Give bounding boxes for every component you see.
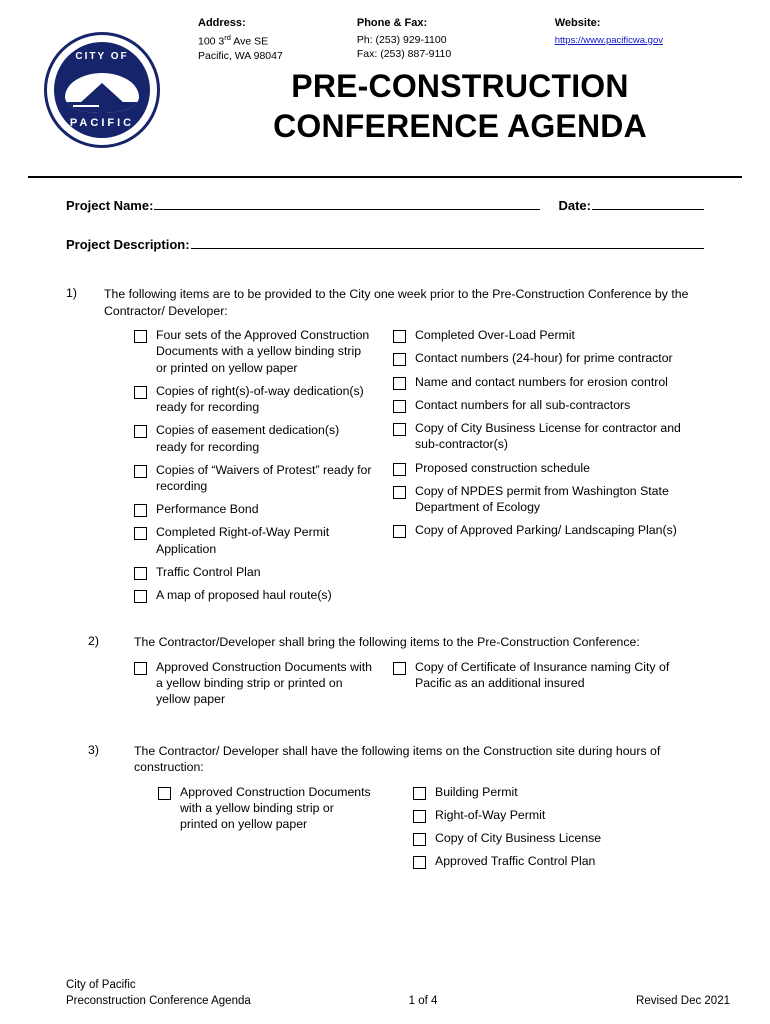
list-item[interactable] xyxy=(393,460,698,476)
list-item-label: Copies of right(s)-of-way dedication(s) ready for recording xyxy=(156,383,364,415)
list-item-label: Traffic Control Plan xyxy=(156,564,261,579)
date-label: Date: xyxy=(558,198,591,213)
date-input[interactable] xyxy=(592,196,704,210)
section-3-heading xyxy=(66,743,704,776)
list-item[interactable] xyxy=(134,422,373,454)
list-item[interactable] xyxy=(134,587,373,603)
phone-fax-block xyxy=(357,16,545,63)
list-item-label: Copy of Approved Parking/ Landscaping Plan(s) xyxy=(415,523,677,538)
list-item[interactable] xyxy=(413,784,698,800)
checkbox-icon[interactable] xyxy=(393,486,406,499)
checkbox-icon[interactable] xyxy=(134,590,147,603)
list-item[interactable] xyxy=(134,659,373,708)
checkbox-icon[interactable] xyxy=(134,567,147,580)
footer-page-number xyxy=(363,977,483,994)
footer-row-2 xyxy=(66,993,730,1010)
list-item-label: Right-of-Way Permit xyxy=(435,807,546,822)
address-line-2: Pacific, WA 98047 xyxy=(198,49,283,62)
list-item[interactable] xyxy=(393,522,698,538)
section-1-right-column xyxy=(385,327,704,610)
list-item[interactable] xyxy=(134,524,373,556)
section-2-heading xyxy=(66,634,704,651)
list-item[interactable] xyxy=(393,327,698,343)
project-description-input[interactable] xyxy=(191,235,704,249)
mountain-icon xyxy=(80,83,124,103)
section-3-left-column xyxy=(66,784,385,877)
checkbox-icon[interactable] xyxy=(134,465,147,478)
website-title: Website: xyxy=(554,17,601,29)
section-1 xyxy=(66,286,704,610)
list-item-label: A map of proposed haul route(s) xyxy=(156,588,332,603)
section-1-left-column xyxy=(66,327,385,610)
list-item[interactable] xyxy=(393,350,698,366)
list-item-label: Performance Bond xyxy=(156,502,259,517)
checkbox-icon[interactable] xyxy=(134,386,147,399)
checkbox-icon[interactable] xyxy=(393,377,406,390)
list-item[interactable] xyxy=(134,564,373,580)
checkbox-icon[interactable] xyxy=(393,353,406,366)
list-item-label: Completed Over-Load Permit xyxy=(415,328,575,343)
document-title-line-2: CONFERENCE AGENDA xyxy=(273,108,647,144)
website-block xyxy=(555,16,732,63)
list-item[interactable] xyxy=(393,659,698,691)
checkbox-icon[interactable] xyxy=(134,330,147,343)
seal-bottom-text: PACIFIC xyxy=(69,117,135,129)
list-item[interactable] xyxy=(134,462,373,494)
section-2-columns xyxy=(66,659,704,715)
list-item-label: Completed Right-of-Way Permit Application xyxy=(156,525,330,556)
seal-top-text: CITY OF xyxy=(75,51,129,62)
list-item[interactable] xyxy=(134,383,373,415)
checkbox-icon[interactable] xyxy=(393,525,406,538)
footer-spacer xyxy=(530,977,730,994)
document-title xyxy=(178,66,742,146)
list-item-label: Contact numbers (24-hour) for prime contractor xyxy=(415,351,673,366)
website-link[interactable]: https://www.pacificwa.gov xyxy=(554,34,663,46)
checkbox-icon[interactable] xyxy=(393,423,406,436)
list-item[interactable] xyxy=(393,397,698,413)
list-item[interactable] xyxy=(158,784,373,833)
section-3-number: 3) xyxy=(88,742,99,757)
section-3-intro: The Contractor/ Developer shall have the following items on the Construction site during hours of construction: xyxy=(134,743,661,775)
section-2 xyxy=(66,634,704,714)
document-header xyxy=(28,0,742,170)
section-3-columns xyxy=(66,784,704,877)
checkbox-icon[interactable] xyxy=(413,810,426,823)
section-1-number: 1) xyxy=(66,286,77,300)
checkbox-icon[interactable] xyxy=(158,787,171,800)
project-description-label: Project Description: xyxy=(66,237,190,252)
fax-line: Fax: (253) 887-9110 xyxy=(356,48,452,61)
list-item[interactable] xyxy=(393,374,698,390)
seal-inner xyxy=(54,42,150,138)
section-2-number: 2) xyxy=(88,634,99,649)
section-2-right-column xyxy=(385,659,704,715)
footer-row-1 xyxy=(66,977,730,994)
phone-line: Ph: (253) 929-1100 xyxy=(356,33,447,46)
list-item[interactable] xyxy=(413,853,698,869)
checkbox-icon[interactable] xyxy=(413,856,426,869)
form-fields xyxy=(28,178,742,252)
checkbox-icon[interactable] xyxy=(134,504,147,517)
water-icon xyxy=(65,102,139,113)
list-item-label: Copy of City Business License for contractor and sub-contractor(s) xyxy=(415,421,681,452)
project-name-input[interactable] xyxy=(154,196,540,210)
list-item[interactable] xyxy=(413,807,698,823)
checkbox-icon[interactable] xyxy=(393,330,406,343)
address-line-1-post: Ave SE xyxy=(230,35,269,48)
checkbox-icon[interactable] xyxy=(134,425,147,438)
city-seal-logo xyxy=(44,32,160,148)
checkbox-icon[interactable] xyxy=(134,527,147,540)
project-name-label: Project Name: xyxy=(66,198,154,213)
seal-scene xyxy=(65,73,139,113)
footer-page-indicator: 1 of 4 xyxy=(408,995,438,1008)
project-description-row xyxy=(66,235,704,252)
section-3 xyxy=(66,743,704,877)
section-1-intro: The following items are to be provided to the City one week prior to the Pre-Construction Conference by the Contractor/ Developer: xyxy=(104,287,689,318)
list-item-label: Copy of NPDES permit from Washington State Department of Ecology xyxy=(415,483,669,514)
section-1-columns xyxy=(66,327,704,610)
section-1-heading xyxy=(66,286,704,319)
checkbox-icon[interactable] xyxy=(393,662,406,675)
list-item-label: Copies of “Waivers of Protest” ready for recording xyxy=(156,462,372,493)
list-item[interactable] xyxy=(393,420,698,452)
list-item[interactable] xyxy=(393,483,698,515)
document-footer xyxy=(66,977,730,1010)
list-item-label: Copy of City Business License xyxy=(435,831,602,846)
document-body xyxy=(28,274,742,877)
list-item-label: Four sets of the Approved Construction Documents with a yellow binding strip or printed on yellow paper xyxy=(156,328,370,375)
address-line-1 xyxy=(198,33,347,49)
list-item-label: Name and contact numbers for erosion control xyxy=(415,374,668,389)
list-item[interactable] xyxy=(134,501,373,517)
list-item[interactable] xyxy=(413,830,698,846)
checkbox-icon[interactable] xyxy=(413,787,426,800)
phone-fax-title: Phone & Fax: xyxy=(356,17,428,29)
checkbox-icon[interactable] xyxy=(393,463,406,476)
section-2-left-column xyxy=(66,659,385,715)
list-item-label: Approved Construction Documents with a yellow binding strip or printed on yellow paper xyxy=(180,784,371,832)
address-line-1-pre: 100 3 xyxy=(198,35,225,48)
checkbox-icon[interactable] xyxy=(393,400,406,413)
address-block xyxy=(198,16,347,63)
section-3-right-column xyxy=(385,784,704,877)
footer-city: City of Pacific xyxy=(66,978,136,991)
address-title: Address: xyxy=(198,17,246,29)
footer-revised-date: Revised Dec 2021 xyxy=(636,995,730,1008)
project-name-row xyxy=(66,196,704,213)
list-item-label: Building Permit xyxy=(435,784,518,799)
list-item[interactable] xyxy=(134,327,373,376)
list-item-label: Approved Traffic Control Plan xyxy=(435,854,596,869)
list-item-label: Copies of easement dedication(s) ready for recording xyxy=(156,423,340,454)
list-item-label: Contact numbers for all sub-contractors xyxy=(415,397,631,412)
checkbox-icon[interactable] xyxy=(134,662,147,675)
section-2-intro: The Contractor/Developer shall bring the following items to the Pre-Construction Conference: xyxy=(134,635,640,650)
footer-document-name: Preconstruction Conference Agenda xyxy=(66,995,251,1008)
list-item-label: Copy of Certificate of Insurance naming City of Pacific as an additional insured xyxy=(415,659,670,691)
document-title-line-1: PRE-CONSTRUCTION xyxy=(291,68,629,104)
checkbox-icon[interactable] xyxy=(413,833,426,846)
list-item-label: Approved Construction Documents with a yellow binding strip or printed on yellow paper xyxy=(156,659,372,707)
address-ordinal-suffix: rd xyxy=(224,32,231,42)
list-item-label: Proposed construction schedule xyxy=(415,460,590,475)
